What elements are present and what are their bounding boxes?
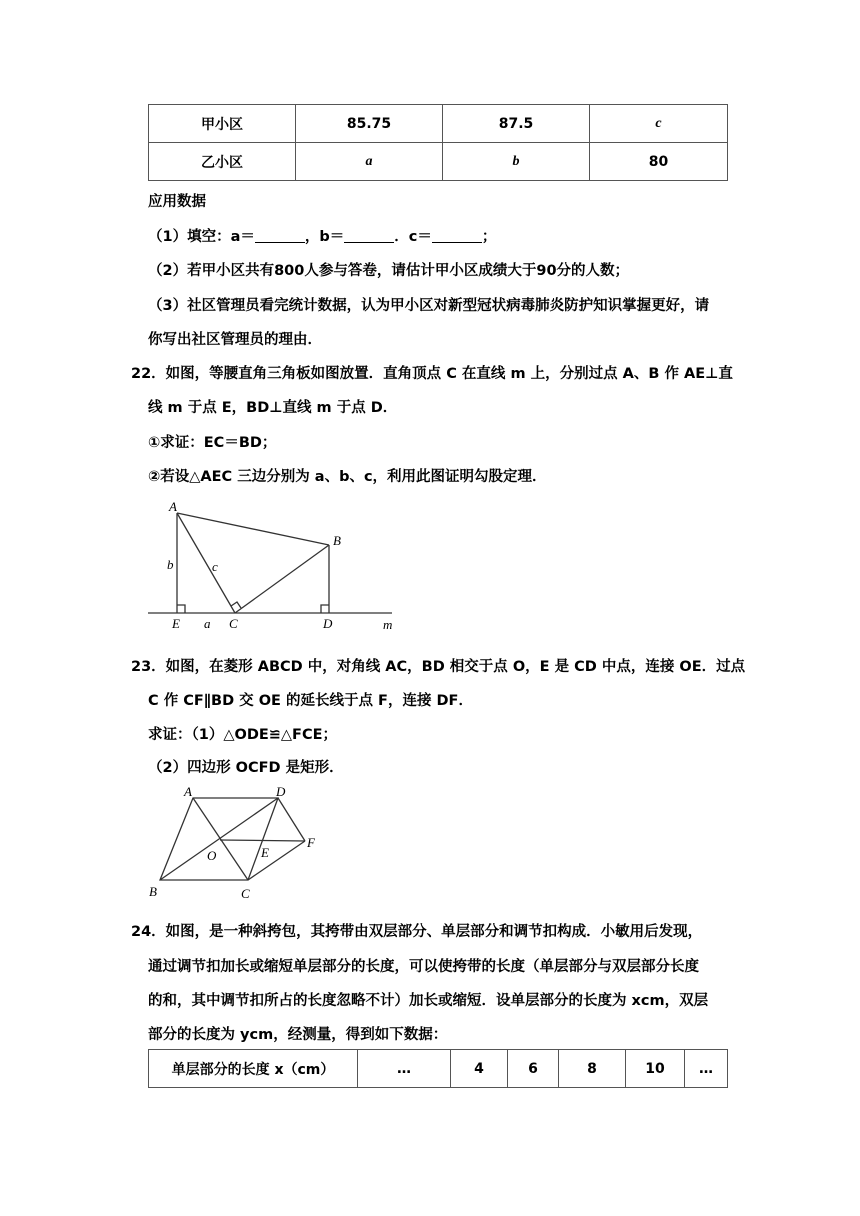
problem-22-sub2: ②若设△AEC 三边分别为 a、b、c，利用此图证明勾股定理． <box>148 469 547 485</box>
label-a-side: a <box>204 616 211 631</box>
label-b: B <box>149 884 157 899</box>
segment-ab <box>177 513 329 545</box>
q1-end: ； <box>481 229 497 245</box>
label-e: E <box>172 616 180 631</box>
label-c-side: c <box>212 559 218 574</box>
table-cell: 甲小区 <box>149 105 296 143</box>
problem-24-line2: 通过调节扣加长或缩短单层部分的长度，可以使挎带的长度（单层部分与双层部分长度 <box>148 959 699 975</box>
q1-prefix: （1）填空： <box>148 229 231 245</box>
label-m: m <box>383 617 393 632</box>
answer-blank[interactable] <box>255 228 305 243</box>
label-o: O <box>207 848 217 863</box>
table-row <box>149 143 728 181</box>
problem-23-line2: C 作 CF∥BD 交 OE 的延长线于点 F，连接 DF． <box>148 693 473 709</box>
section-label: 应用数据 <box>148 194 206 210</box>
segment-ac <box>177 513 235 613</box>
label-c-vertex: C <box>229 616 238 631</box>
right-angle-d <box>321 605 329 613</box>
label-d: D <box>276 784 286 799</box>
right-angle-c <box>231 602 241 608</box>
problem-22-line2: 线 m 于点 E，BD⊥直线 m 于点 D． <box>148 400 398 416</box>
table-cell: … <box>358 1050 451 1088</box>
question-2: （2）若甲小区共有800人参与答卷，请估计甲小区成绩大于90分的人数； <box>148 263 630 279</box>
problem-24-line4: 部分的长度为 ycm，经测量，得到如下数据： <box>148 1027 448 1043</box>
label-a-vertex: A <box>169 499 177 514</box>
q1-c: ．c＝ <box>394 229 432 245</box>
problem-24-line3: 的和，其中调节扣所占的长度忽略不计）加长或缩短．设单层部分的长度为 xcm，双层 <box>148 993 709 1009</box>
table-cell: 6 <box>508 1050 559 1088</box>
table-cell: 85.75 <box>296 105 443 143</box>
problem-23-sub1: 求证：（1）△ODE≌△FCE； <box>148 727 338 743</box>
label-c: C <box>241 886 250 901</box>
q1-b: ，b＝ <box>304 229 345 245</box>
table-cell: 80 <box>590 143 728 181</box>
table-cell: 单层部分的长度 x（cm） <box>149 1050 358 1088</box>
label-b-side: b <box>167 557 174 572</box>
table-row <box>149 1050 728 1088</box>
problem-22-line1: 22．如图，等腰直角三角板如图放置．直角顶点 C 在直线 m 上，分别过点 A、B 作 AE⊥直 <box>131 366 733 382</box>
table-cell: 87.5 <box>443 105 590 143</box>
label-b-vertex: B <box>333 533 341 548</box>
problem-22-sub1: ①求证：EC＝BD； <box>148 435 277 451</box>
score-table <box>148 104 728 181</box>
segment-df <box>278 798 305 841</box>
question-3-line1: （3）社区管理员看完统计数据，认为甲小区对新型冠状病毒肺炎防护知识掌握更好，请 <box>148 298 710 314</box>
answer-blank[interactable] <box>432 228 482 243</box>
table-cell: 10 <box>626 1050 685 1088</box>
problem-24-line1: 24．如图，是一种斜挎包，其挎带由双层部分、单层部分和调节扣构成．小敏用后发现， <box>131 924 703 940</box>
segment-cb <box>235 545 329 613</box>
table-cell: … <box>685 1050 728 1088</box>
table-cell: 8 <box>559 1050 626 1088</box>
figure-23 <box>140 780 340 905</box>
segment-of <box>220 840 305 841</box>
table-cell: a <box>296 143 443 181</box>
label-d: D <box>323 616 333 631</box>
label-a: A <box>184 784 192 799</box>
diagonal-ac <box>193 798 248 880</box>
label-f: F <box>307 835 315 850</box>
table-cell: 乙小区 <box>149 143 296 181</box>
question-1 <box>148 225 496 246</box>
problem-23-sub2: （2）四边形 OCFD 是矩形． <box>148 760 344 776</box>
table-cell: c <box>590 105 728 143</box>
strap-length-table <box>148 1049 728 1088</box>
segment-cf <box>248 841 305 880</box>
q1-a: a＝ <box>230 229 255 245</box>
table-cell: 4 <box>451 1050 508 1088</box>
right-angle-e <box>177 605 185 613</box>
question-3-line2: 你写出社区管理员的理由． <box>148 332 322 348</box>
label-e: E <box>261 845 269 860</box>
table-row <box>149 105 728 143</box>
table-cell: b <box>443 143 590 181</box>
problem-23-line1: 23．如图，在菱形 ABCD 中，对角线 AC，BD 相交于点 O，E 是 CD 中点，连接 OE．过点 <box>131 659 746 675</box>
figure-22 <box>140 495 405 635</box>
diagonal-bd <box>160 798 278 880</box>
answer-blank[interactable] <box>344 228 394 243</box>
